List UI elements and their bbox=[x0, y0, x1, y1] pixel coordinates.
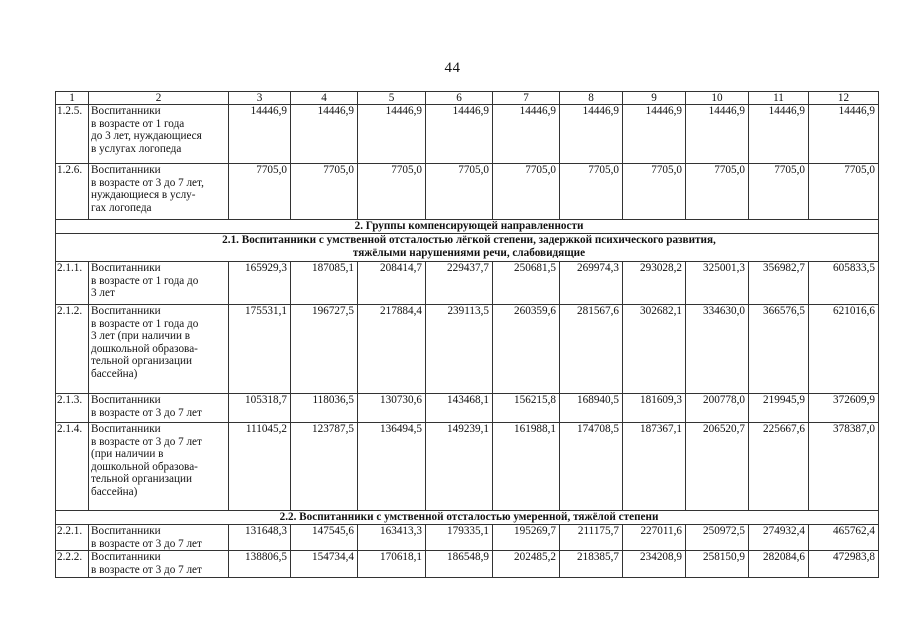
value-cell: 334630,0 bbox=[686, 305, 749, 394]
row-description bbox=[89, 551, 229, 578]
column-number-row bbox=[56, 92, 879, 105]
value-cell: 186548,9 bbox=[426, 551, 493, 578]
value-cell: 14446,9 bbox=[426, 105, 493, 164]
row-description-line: в возрасте от 3 до 7 лет, bbox=[91, 176, 204, 189]
row-description-line: Воспитанники bbox=[91, 164, 161, 176]
value-cell: 105318,7 bbox=[229, 394, 291, 423]
row-description bbox=[89, 423, 229, 511]
value-cell: 14446,9 bbox=[749, 105, 809, 164]
table-body bbox=[56, 92, 879, 578]
section-heading-line: тяжёлыми нарушениями речи, слабовидящие bbox=[352, 246, 586, 259]
value-cell: 131648,3 bbox=[229, 525, 291, 551]
value-cell: 165929,3 bbox=[229, 262, 291, 305]
column-number-cell: 6 bbox=[426, 92, 493, 105]
section-row bbox=[56, 220, 879, 234]
value-cell: 187085,1 bbox=[291, 262, 358, 305]
value-cell: 196727,5 bbox=[291, 305, 358, 394]
value-cell: 227011,6 bbox=[623, 525, 686, 551]
value-cell: 206520,7 bbox=[686, 423, 749, 511]
value-cell: 250972,5 bbox=[686, 525, 749, 551]
value-cell: 293028,2 bbox=[623, 262, 686, 305]
value-cell: 14446,9 bbox=[560, 105, 623, 164]
column-number-cell: 5 bbox=[358, 92, 426, 105]
row-description-line: 3 лет bbox=[91, 287, 115, 300]
value-cell: 7705,0 bbox=[623, 164, 686, 220]
row-description-line: Воспитанники bbox=[91, 105, 161, 117]
row-description-line: Воспитанники bbox=[91, 394, 161, 406]
value-cell: 472983,8 bbox=[809, 551, 879, 578]
section-heading-line: 2.1. Воспитанники с умственной отсталостью лёгкой степени, задержкой психического развития, bbox=[222, 234, 716, 246]
value-cell: 258150,9 bbox=[686, 551, 749, 578]
row-description-line: в возрасте от 3 до 7 лет bbox=[91, 563, 202, 576]
value-cell: 7705,0 bbox=[291, 164, 358, 220]
value-cell: 372609,9 bbox=[809, 394, 879, 423]
row-description-line: в возрасте от 3 до 7 лет bbox=[91, 435, 202, 448]
section-row bbox=[56, 511, 879, 525]
value-cell: 14446,9 bbox=[358, 105, 426, 164]
value-cell: 356982,7 bbox=[749, 262, 809, 305]
row-description bbox=[89, 262, 229, 305]
row-description-line: Воспитанники bbox=[91, 551, 161, 564]
value-cell: 234208,9 bbox=[623, 551, 686, 578]
value-cell: 154734,4 bbox=[291, 551, 358, 578]
value-cell: 282084,6 bbox=[749, 551, 809, 578]
row-code: 2.2.2. bbox=[56, 551, 89, 578]
value-cell: 269974,3 bbox=[560, 262, 623, 305]
section-heading bbox=[56, 220, 879, 234]
value-cell: 14446,9 bbox=[229, 105, 291, 164]
value-cell: 7705,0 bbox=[426, 164, 493, 220]
section-heading-line: 2. Группы компенсирующей направленности bbox=[354, 220, 584, 232]
row-description bbox=[89, 305, 229, 394]
value-cell: 7705,0 bbox=[749, 164, 809, 220]
row-description-line: в возрасте от 3 до 7 лет bbox=[91, 406, 202, 419]
table-row bbox=[56, 423, 879, 511]
column-number-cell: 2 bbox=[89, 92, 229, 105]
value-cell: 7705,0 bbox=[809, 164, 879, 220]
column-number-cell: 11 bbox=[749, 92, 809, 105]
value-cell: 111045,2 bbox=[229, 423, 291, 511]
column-number-cell: 7 bbox=[493, 92, 560, 105]
value-cell: 123787,5 bbox=[291, 423, 358, 511]
table-row bbox=[56, 164, 879, 220]
row-code: 1.2.5. bbox=[56, 105, 89, 164]
value-cell: 378387,0 bbox=[809, 423, 879, 511]
table-row bbox=[56, 551, 879, 578]
value-cell: 14446,9 bbox=[809, 105, 879, 164]
value-cell: 217884,4 bbox=[358, 305, 426, 394]
value-cell: 239113,5 bbox=[426, 305, 493, 394]
column-number-cell: 1 bbox=[56, 92, 89, 105]
section-row bbox=[56, 234, 879, 262]
value-cell: 14446,9 bbox=[493, 105, 560, 164]
row-description-line: в услугах логопеда bbox=[91, 142, 182, 155]
row-description-line: гах логопеда bbox=[91, 201, 152, 214]
row-description-line: нуждающиеся в услу- bbox=[91, 189, 196, 202]
column-number-cell: 12 bbox=[809, 92, 879, 105]
row-description-line: дошкольной образова- bbox=[91, 460, 198, 473]
row-description-line: в возрасте от 3 до 7 лет bbox=[91, 537, 202, 550]
row-description bbox=[89, 394, 229, 423]
row-description-line: тельной организации bbox=[91, 473, 192, 486]
value-cell: 161988,1 bbox=[493, 423, 560, 511]
value-cell: 130730,6 bbox=[358, 394, 426, 423]
value-cell: 225667,6 bbox=[749, 423, 809, 511]
row-code: 2.1.2. bbox=[56, 305, 89, 394]
row-description-line: в возрасте от 1 года до bbox=[91, 317, 199, 330]
value-cell: 143468,1 bbox=[426, 394, 493, 423]
row-code: 1.2.6. bbox=[56, 164, 89, 220]
value-cell: 218385,7 bbox=[560, 551, 623, 578]
value-cell: 168940,5 bbox=[560, 394, 623, 423]
value-cell: 195269,7 bbox=[493, 525, 560, 551]
column-number-cell: 9 bbox=[623, 92, 686, 105]
value-cell: 179335,1 bbox=[426, 525, 493, 551]
value-cell: 14446,9 bbox=[623, 105, 686, 164]
value-cell: 219945,9 bbox=[749, 394, 809, 423]
value-cell: 163413,3 bbox=[358, 525, 426, 551]
table-row bbox=[56, 262, 879, 305]
column-number-cell: 3 bbox=[229, 92, 291, 105]
value-cell: 7705,0 bbox=[229, 164, 291, 220]
value-cell: 200778,0 bbox=[686, 394, 749, 423]
row-description-line: в возрасте от 1 года до bbox=[91, 274, 199, 287]
table-row bbox=[56, 394, 879, 423]
row-description-line: до 3 лет, нуждающиеся bbox=[91, 130, 202, 143]
value-cell: 250681,5 bbox=[493, 262, 560, 305]
row-description-line: (при наличии в bbox=[91, 448, 164, 461]
row-description-line: тельной организации bbox=[91, 355, 192, 368]
row-code: 2.1.4. bbox=[56, 423, 89, 511]
value-cell: 175531,1 bbox=[229, 305, 291, 394]
value-cell: 208414,7 bbox=[358, 262, 426, 305]
section-heading bbox=[56, 511, 879, 525]
value-cell: 202485,2 bbox=[493, 551, 560, 578]
section-heading bbox=[56, 234, 879, 262]
value-cell: 229437,7 bbox=[426, 262, 493, 305]
value-cell: 211175,7 bbox=[560, 525, 623, 551]
row-description-line: Воспитанники bbox=[91, 305, 161, 317]
row-description-line: в возрасте от 1 года bbox=[91, 117, 185, 130]
row-description bbox=[89, 164, 229, 220]
row-description-line: Воспитанники bbox=[91, 262, 161, 274]
value-cell: 366576,5 bbox=[749, 305, 809, 394]
row-code: 2.2.1. bbox=[56, 525, 89, 551]
value-cell: 260359,6 bbox=[493, 305, 560, 394]
tariff-table bbox=[55, 91, 879, 578]
value-cell: 187367,1 bbox=[623, 423, 686, 511]
value-cell: 14446,9 bbox=[686, 105, 749, 164]
page-number: 44 bbox=[444, 60, 461, 76]
row-description bbox=[89, 105, 229, 164]
table-row bbox=[56, 305, 879, 394]
value-cell: 281567,6 bbox=[560, 305, 623, 394]
value-cell: 7705,0 bbox=[358, 164, 426, 220]
row-code: 2.1.1. bbox=[56, 262, 89, 305]
value-cell: 7705,0 bbox=[493, 164, 560, 220]
column-number-cell: 4 bbox=[291, 92, 358, 105]
value-cell: 174708,5 bbox=[560, 423, 623, 511]
value-cell: 621016,6 bbox=[809, 305, 879, 394]
row-description-line: Воспитанники bbox=[91, 525, 161, 537]
value-cell: 170618,1 bbox=[358, 551, 426, 578]
row-description-line: 3 лет (при наличии в bbox=[91, 330, 191, 343]
value-cell: 136494,5 bbox=[358, 423, 426, 511]
table-row bbox=[56, 105, 879, 164]
value-cell: 181609,3 bbox=[623, 394, 686, 423]
value-cell: 149239,1 bbox=[426, 423, 493, 511]
value-cell: 7705,0 bbox=[560, 164, 623, 220]
value-cell: 147545,6 bbox=[291, 525, 358, 551]
section-heading-line: 2.2. Воспитанники с умственной отсталостью умеренной, тяжёлой степени bbox=[279, 511, 659, 523]
value-cell: 302682,1 bbox=[623, 305, 686, 394]
row-description-line: дошкольной образова- bbox=[91, 342, 198, 355]
table-row bbox=[56, 525, 879, 551]
value-cell: 138806,5 bbox=[229, 551, 291, 578]
column-number-cell: 8 bbox=[560, 92, 623, 105]
value-cell: 7705,0 bbox=[686, 164, 749, 220]
value-cell: 274932,4 bbox=[749, 525, 809, 551]
value-cell: 118036,5 bbox=[291, 394, 358, 423]
value-cell: 14446,9 bbox=[291, 105, 358, 164]
row-description-line: бассейна) bbox=[91, 367, 138, 380]
row-code: 2.1.3. bbox=[56, 394, 89, 423]
row-description-line: бассейна) bbox=[91, 485, 138, 498]
value-cell: 465762,4 bbox=[809, 525, 879, 551]
column-number-cell: 10 bbox=[686, 92, 749, 105]
value-cell: 605833,5 bbox=[809, 262, 879, 305]
row-description bbox=[89, 525, 229, 551]
value-cell: 325001,3 bbox=[686, 262, 749, 305]
row-description-line: Воспитанники bbox=[91, 423, 161, 435]
value-cell: 156215,8 bbox=[493, 394, 560, 423]
